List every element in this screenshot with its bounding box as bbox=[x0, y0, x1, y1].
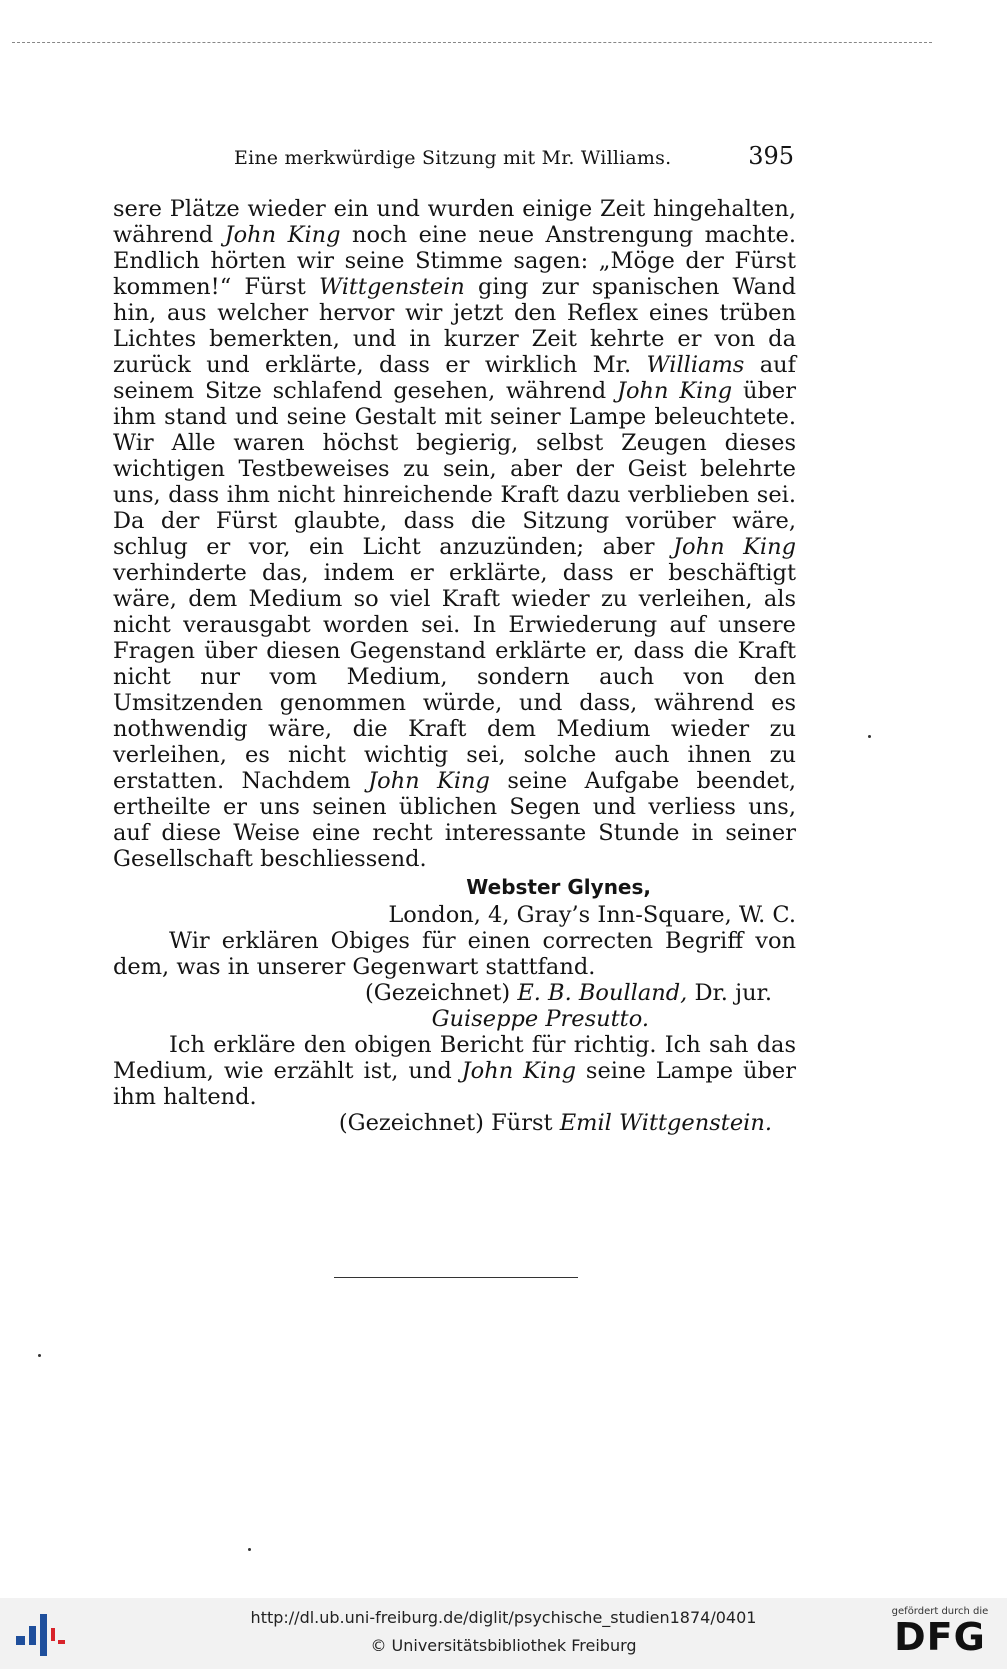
section-rule bbox=[334, 1277, 578, 1278]
footer-bar bbox=[0, 1598, 1007, 1669]
dfg-mark: DFG bbox=[894, 1615, 986, 1659]
page-number: 395 bbox=[748, 142, 794, 170]
paragraph-witness-declaration: Wir erklären Obiges für einen correcten Begriff von dem, was in unserer Gegenwart stattfand. bbox=[113, 928, 796, 980]
italic-name: Wittgenstein bbox=[318, 274, 465, 300]
italic-name: John King bbox=[224, 222, 341, 248]
italic-name: E. B. Boulland, bbox=[517, 980, 688, 1006]
italic-name: John King bbox=[616, 378, 733, 404]
scan-speck bbox=[38, 1354, 41, 1357]
signature-name: Webster Glynes, bbox=[466, 875, 651, 899]
source-url-link[interactable]: http://dl.ub.uni-freiburg.de/diglit/psychische_studien1874/0401 bbox=[250, 1608, 757, 1627]
paragraph-wittgenstein-declaration: Ich erkläre den obigen Bericht für richtig. Ich sah das Medium, wie erzählt ist, und John King seine Lampe über ihm haltend. bbox=[113, 1032, 796, 1110]
signature-presutto bbox=[113, 1006, 796, 1032]
dfg-logo bbox=[881, 1606, 999, 1657]
running-head: Eine merkwürdige Sitzung mit Mr. Williams. bbox=[234, 147, 672, 169]
italic-name: Emil Wittgenstein. bbox=[559, 1110, 772, 1136]
signature-boulland: (Gezeichnet) E. B. Boulland, Dr. jur. bbox=[365, 980, 772, 1006]
page-header bbox=[234, 142, 794, 176]
scan-speck bbox=[248, 1548, 251, 1551]
copyright-notice: © Universitätsbibliothek Freiburg bbox=[370, 1636, 637, 1655]
italic-name: John King bbox=[461, 1058, 577, 1084]
italic-name: John King bbox=[368, 768, 490, 794]
italic-name: John King bbox=[673, 534, 796, 560]
italic-name: Guiseppe Presutto. bbox=[431, 1006, 649, 1032]
italic-name: Williams bbox=[646, 352, 745, 378]
paragraph-report: sere Plätze wieder ein und wurden einige Zeit hingehalten, während John King noch eine neue Anstrengung machte. Endlich hörten wir seine Stimme sagen: „Möge der Fürst kommen!“ Fürst Wittgenstein ging zur spanischen Wand hin, aus welcher hervor wir jetzt den Reflex eines trüben Lichtes bemerkten, und in kurzer Zeit kehrte er von da zurück und erklärte, dass er wirklich Mr. Williams auf seinem Sitze schlafend gesehen, während John King über ihm stand und seine Gestalt mit seiner Lampe beleuchtete. Wir Alle waren höchst begierig, selbst Zeugen dieses wichtigen Testbeweises zu sein, aber der Geist belehrte uns, dass ihm nicht hinreichende Kraft dazu verblieben sei. Da der Fürst glaubte, dass die Sitzung vorüber wäre, schlug er vor, ein Licht anzuzünden; aber John King verhinderte das, indem er erklärte, dass er beschäftigt wäre, dem Medium so viel Kraft wieder zu verleihen, als nicht verausgabt worden sei. In Erwiederung auf unsere Fragen über diesen Gegenstand erklärte er, dass die Kraft nicht nur vom Medium, sondern auch von den Umsitzenden genommen würde, und dass, während es nothwendig wäre, die Kraft dem Medium wieder zu verleihen, es nicht wichtig sei, solche auch ihnen zu erstatten. Nachdem John King seine Aufgabe beendet, ertheilte er uns seinen üblichen Segen und verliess uns, auf diese Weise eine recht interessante Stunde in seiner Gesellschaft beschliessend. bbox=[113, 196, 796, 872]
dfg-caption: gefördert durch die bbox=[891, 1606, 989, 1617]
scan-edge-line bbox=[12, 42, 932, 43]
scan-speck bbox=[868, 735, 871, 738]
page-body bbox=[113, 196, 796, 1136]
signature-address: London, 4, Gray’s Inn-Square, W. C. bbox=[388, 902, 796, 928]
signature-wittgenstein: (Gezeichnet) Fürst Emil Wittgenstein. bbox=[338, 1110, 772, 1136]
